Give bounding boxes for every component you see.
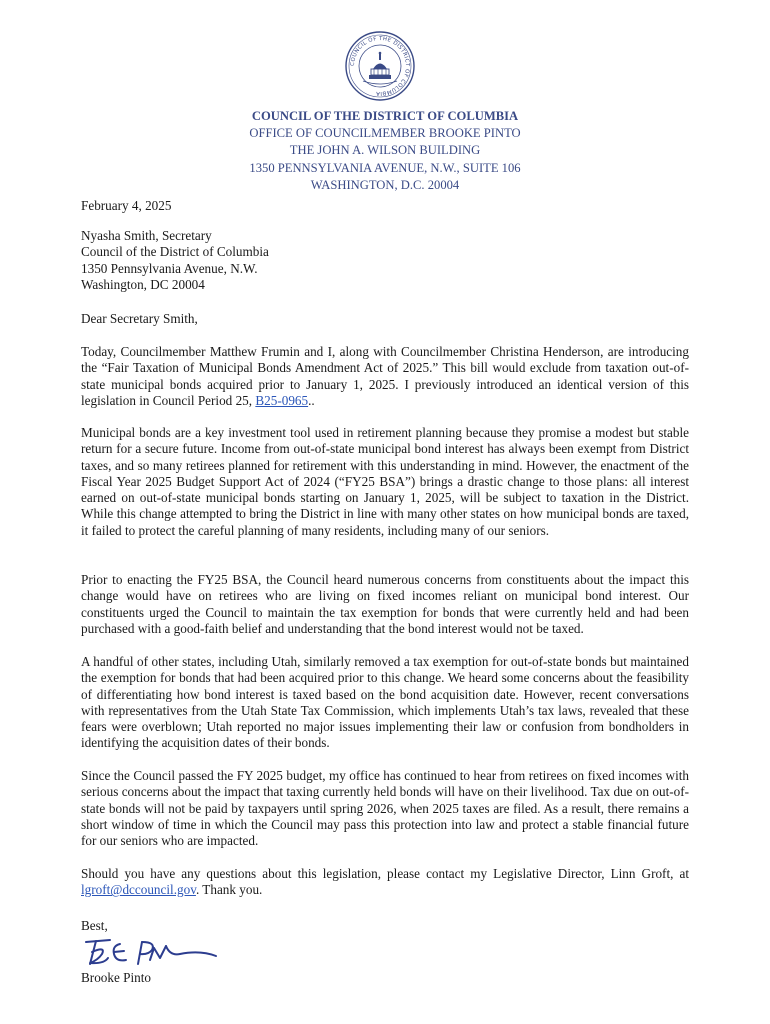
recipient-city: Washington, DC 20004 (81, 276, 205, 292)
email-link[interactable]: lgroft@dccouncil.gov (81, 882, 196, 898)
letterhead-city: WASHINGTON, D.C. 20004 (310, 177, 460, 192)
paragraph-time-window: Since the Council passed the FY 2025 budget, my office has continued to hear from retirees on fixed incomes with serious concerns about the impact that taxing currently held bonds will have on their livelihood. Tax due on out-of-state bonds will not be paid by taxpayers until spring 2026, when 2025 taxes are filed. As a result, there remains a short window of time in which the Council may pass this protection into law and protect a stable financial future for our seniors who are impacted. (81, 768, 689, 849)
letter-date: February 4, 2025 (81, 198, 172, 213)
paragraph-introduction-end: .. (308, 392, 315, 408)
letterhead (0, 108, 770, 194)
recipient-street: 1350 Pennsylvania Avenue, N.W. (81, 260, 258, 276)
recipient-organization: Council of the District of Columbia (81, 244, 269, 260)
paragraph-contact (81, 866, 689, 899)
letterhead-building: THE JOHN A. WILSON BUILDING (289, 143, 481, 158)
paragraph-introduction (81, 344, 689, 409)
letterhead-office: OFFICE OF COUNCILMEMBER BROOKE PINTO (249, 126, 521, 141)
recipient-name: Nyasha Smith, Secretary (81, 228, 212, 243)
salutation: Dear Secretary Smith, (81, 311, 198, 326)
signature-name: Brooke Pinto (81, 970, 151, 985)
closing: Best, (81, 918, 108, 933)
paragraph-utah-example: A handful of other states, including Utah, similarly removed a tax exemption for out-of-state bonds but maintained the exemption for bonds that had been acquired prior to this change. We heard some concerns about the feasibility of differentiating how bond interest is taxed based on the bond acquisition date. However, recent conversations with representatives from the Utah State Tax Commission, which implements Utah’s tax laws, revealed that these fears were overblown; Utah reported no major issues implementing their law or confusion from bondholders in identifying the acquisition dates of their bonds. (81, 654, 689, 751)
bill-link[interactable]: B25-0965 (255, 392, 309, 408)
paragraph-municipal-bonds: Municipal bonds are a key investment tool used in retirement planning because they promise a modest but stable return for a secure future. Income from out-of-state municipal bond interest has always been exempt from District taxes, and so many retirees planned for retirement with this understanding in mind. However, the enactment of the Fiscal Year 2025 Budget Support Act of 2024 (“FY25 BSA”) brings a drastic change to those plans: all interest earned on out-of-state municipal bonds starting on January 1, 2025, will be subject to taxation in the District. While this change attempted to bring the District in line with many other states on how municipal bonds are taxed, it failed to protect the careful planning of many residents, including many of our seniors. (81, 425, 689, 538)
svg-text:COUNCIL OF THE DISTRICT OF COL: COUNCIL OF THE DISTRICT OF COLUMBIA (349, 35, 411, 97)
paragraph-contact-end: . Thank you. (195, 882, 263, 898)
council-seal-icon (345, 31, 415, 101)
recipient-address (81, 228, 689, 293)
paragraph-introduction-text: Today, Councilmember Matthew Frumin and I, along with Councilmember Christina Henderson, are introducing the “Fair Taxation of Municipal Bonds Amendment Act of 2025.” This bill would exclude from taxation out-of-state municipal bonds acquired prior to January 1, 2025. I previously introduced an identical version of this legislation in Council Period 25, (81, 344, 689, 408)
paragraph-constituent-concerns: Prior to enacting the FY25 BSA, the Council heard numerous concerns from constituents about the impact this change would have on retirees who are living on fixed incomes reliant on municipal bond interest. Our constituents urged the Council to maintain the tax exemption for bonds that were currently held and had been purchased with a good-faith belief and understanding that the bond interest would not be taxed. (81, 572, 689, 636)
letterhead-street: 1350 PENNSYLVANIA AVENUE, N.W., SUITE 106 (249, 160, 521, 175)
letterhead-organization: COUNCIL OF THE DISTRICT OF COLUMBIA (251, 109, 519, 123)
handwritten-signature-icon (80, 934, 220, 970)
paragraph-contact-text: Should you have any questions about this legislation, please contact my Legislative Director, Linn Groft, at (81, 866, 689, 881)
